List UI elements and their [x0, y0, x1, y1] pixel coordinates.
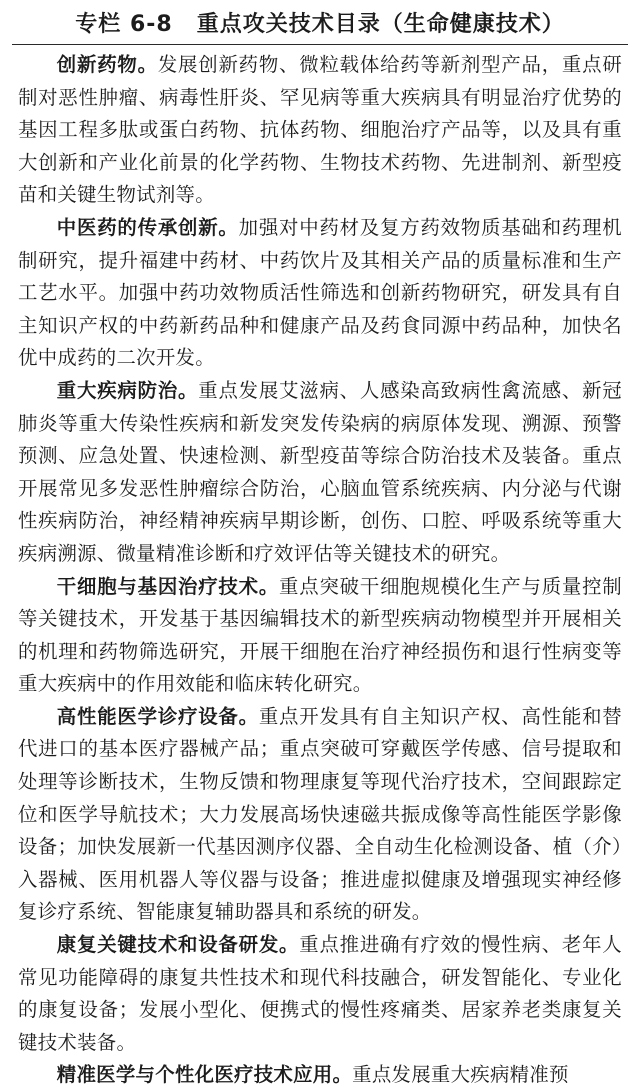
paragraph-body: 发展创新药物、微粒载体给药等新剂型产品，重点研制对恶性肿瘤、病毒性肝炎、罕见病等重大疾病具有明显治疗优势的基因工程多肽或蛋白药物、抗体药物、细胞治疗产品等，以及具有重大创新和产业化前景的化学药物、生物技术药物、先进制剂、新型疫苗和关键生物试剂等。	[18, 53, 623, 207]
paragraph-heading: 干细胞与基因治疗技术。	[56, 574, 280, 598]
paragraph-body: 重点开发具有自主知识产权、高性能和替代进口的基本医疗器械产品；重点突破可穿戴医学传感、信号提取和处理等诊断技术，生物反馈和物理康复等现代治疗技术，空间跟踪定位和医学导航技术；大力发展高场快速磁共振成像等高性能医学影像设备；加快发展新一代基因测序仪器、全自动生化检测设备、植（介）入器械、医用机器人等仪器与设备；推进虚拟健康及增强现实神经修复诊疗系统、智能康复辅助器具和系统的研发。	[18, 704, 623, 924]
paragraph-heading: 中医药的传承创新。	[56, 215, 239, 239]
paragraph-body: 重点推进确有疗效的慢性病、老年人常见功能障碍的康复共性技术和现代科技融合，研发智能化、专业化的康复设备；发展小型化、便携式的慢性疼痛类、居家养老类康复关键技术装备。	[18, 933, 622, 1054]
paragraph-heading: 重大疾病防治。	[56, 378, 199, 402]
paragraph-rehabilitation	[18, 929, 622, 1059]
column-title	[75, 7, 564, 38]
paragraph-stem-cell-gene-therapy	[18, 571, 622, 701]
paragraph-precision-medicine	[18, 1059, 622, 1092]
paragraph-heading: 康复关键技术和设备研发。	[56, 933, 300, 957]
paragraph-innovative-drugs	[18, 49, 622, 212]
paragraph-tcm-innovation	[18, 212, 622, 375]
paragraph-body: 重点突破干细胞规模化生产与质量控制等关键技术，开发基于基因编辑技术的新型疾病动物模型并开展相关的机理和药物筛选研究，开展干细胞在治疗神经损伤和退行性病变等重大疾病中的作用效能和临床转化研究。	[18, 574, 622, 696]
paragraph-body: 重点发展艾滋病、人感染高致病性禽流感、新冠肺炎等重大传染性疾病和新发突发传染病的病原体发现、溯源、预警预测、应急处置、快速检测、新型疫苗等综合防治技术及装备。重点开展常见多发恶性肿瘤综合防治，心脑血管系统疾病、内分泌与代谢性疾病防治，神经精神疾病早期诊断，创伤、口腔、呼吸系统等重大疾病溯源、微量精准诊断和疗效评估等关键技术的研究。	[18, 378, 622, 565]
column-label: 专栏 6-8	[75, 11, 173, 37]
paragraph-body: 加强对中药材及复方药效物质基础和药理机制研究，提升福建中药材、中药饮片及其相关产品的质量标准和生产工艺水平。加强中药功效物质活性筛选和创新药物研究，研发具有自主知识产权的中药新药品种和健康产品及药食同源中药品种，加快名优中成药的二次开发。	[18, 215, 623, 370]
paragraph-heading: 精准医学与个性化医疗技术应用。	[56, 1063, 353, 1087]
paragraph-body: 重点发展重大疾病精准预	[352, 1063, 569, 1087]
content	[18, 45, 622, 1092]
paragraph-disease-prevention	[18, 375, 622, 571]
paragraph-heading: 高性能医学诊疗设备。	[56, 704, 259, 728]
paragraph-medical-equipment	[18, 701, 622, 929]
column-title-text: 重点攻关技术目录（生命健康技术）	[196, 11, 565, 37]
paragraph-heading: 创新药物。	[56, 53, 158, 76]
column-title-bar	[12, 0, 628, 45]
